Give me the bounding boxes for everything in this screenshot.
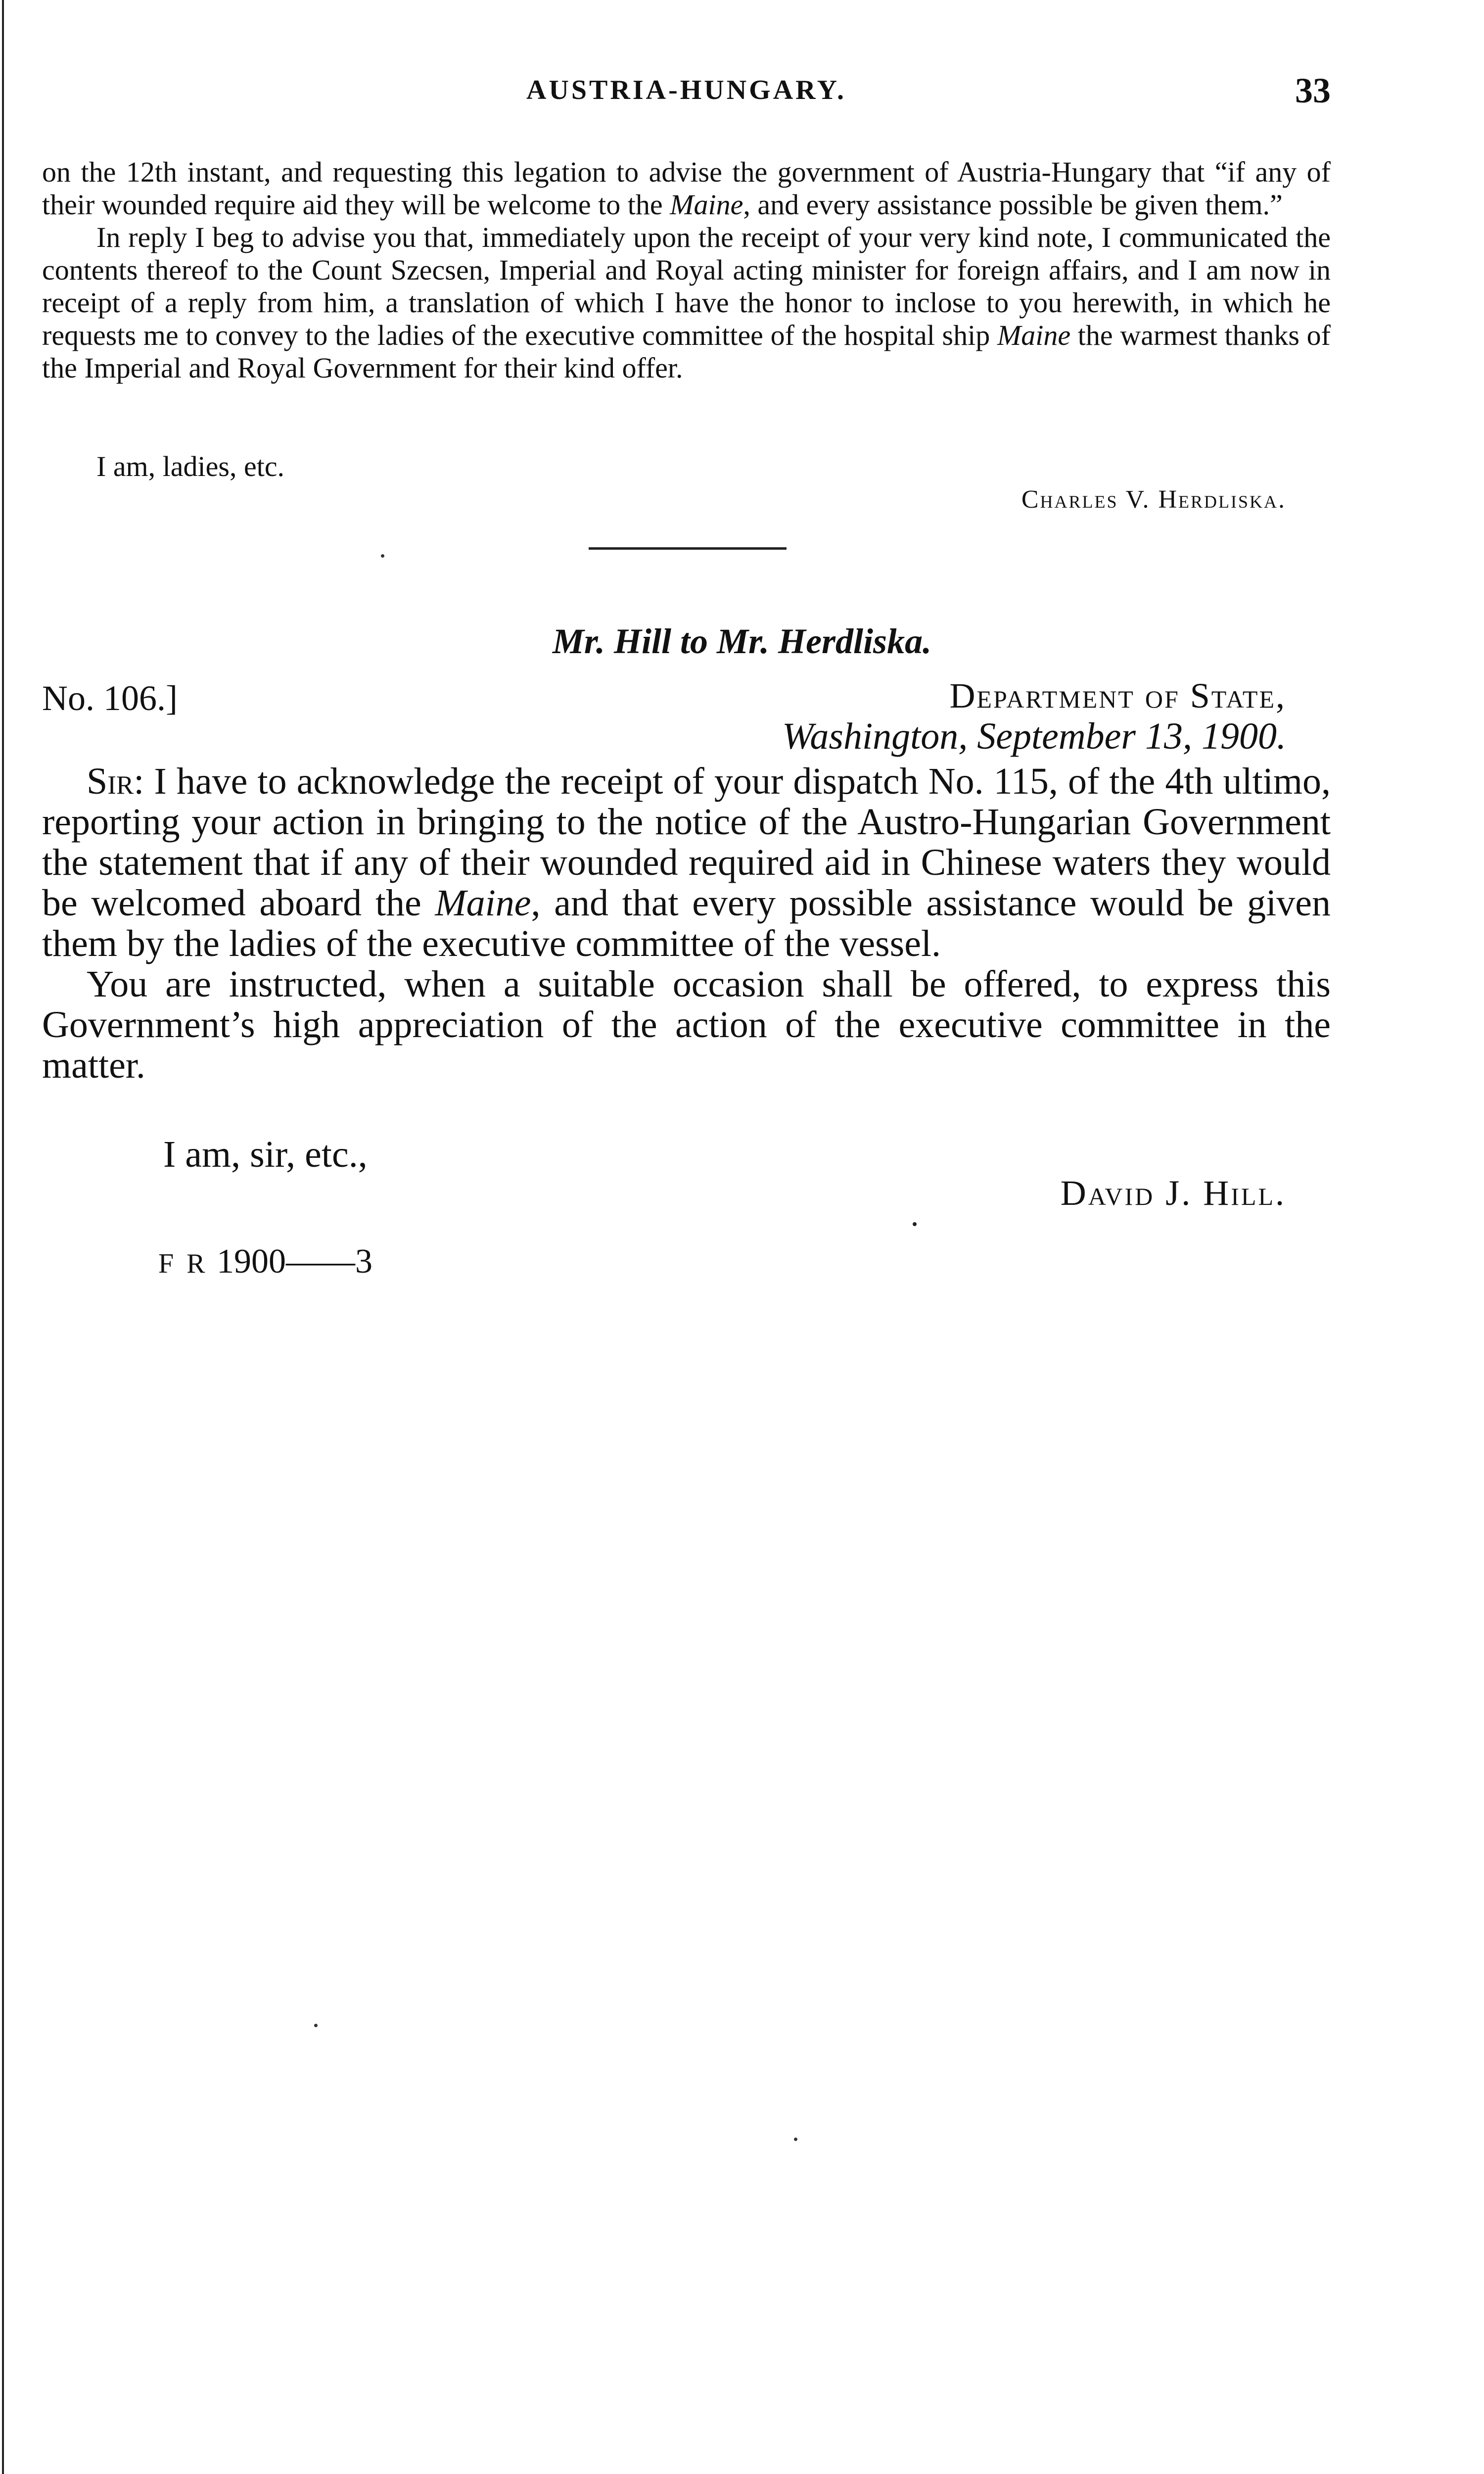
department-heading: Department of State, [949, 676, 1286, 715]
print-speck [314, 2024, 318, 2027]
page-header [42, 71, 1331, 119]
first-letter-paragraph-2-italic: Maine [997, 319, 1071, 351]
first-letter-paragraph-1-after: , and every assistance possible be given them.” [743, 189, 1283, 221]
page-edge-rule [2, 0, 4, 2474]
first-letter-closing: I am, ladies, etc. [96, 450, 285, 482]
printer-signature-mark [158, 1242, 372, 1282]
second-letter-paragraph-1-after: , and that every possible assistance would be given them by the ladies of the executive committee of the vessel. [42, 882, 1331, 964]
print-speck [381, 554, 384, 558]
first-letter-paragraph-1-before: on the 12th instant, and requesting this legation to advise the government of Austria-Hungary that “if any of their wounded require aid they will be welcome to the [42, 156, 1331, 221]
salutation: Sir [87, 761, 134, 802]
second-letter-body [42, 761, 1331, 1086]
second-letter-closing: I am, sir, etc., [163, 1134, 368, 1175]
first-letter-paragraph-2-after: the warmest thanks of the Imperial and Royal Government for their kind offer. [42, 319, 1331, 384]
section-separator [589, 547, 787, 550]
second-letter-signature: David J. Hill. [1060, 1173, 1286, 1213]
print-speck [794, 2138, 797, 2141]
second-letter-paragraph-2: You are instructed, when a suitable occasion shall be offered, to express this Government’s high appreciation of the action of the executive committee in the matter. [42, 963, 1331, 1086]
dateline: Washington, September 13, 1900. [782, 715, 1286, 757]
second-letter-paragraph-1 [42, 761, 1331, 964]
page-number: 33 [1295, 71, 1331, 110]
running-head: AUSTRIA-HUNGARY. [526, 75, 846, 105]
second-letter-paragraph-1-before: : I have to acknowledge the receipt of your dispatch No. 115, of the 4th ultimo, reporting your action in bringing to the notice of the Austro-Hungarian Government the statement that if any of their wounded required aid in Chinese waters they would be welcomed aboard the [42, 761, 1331, 924]
dispatch-number: No. 106.] [42, 678, 178, 718]
first-letter-paragraph-1-italic: Maine [670, 189, 743, 221]
first-letter-signature: Charles V. Herdliska. [1021, 485, 1286, 514]
printer-signature-letters: F R [158, 1248, 208, 1279]
first-letter-paragraph-2 [42, 221, 1331, 384]
ink-dot-mark [913, 1222, 917, 1226]
first-letter-paragraph-2-before: In reply I beg to advise you that, immediately upon the receipt of your very kind note, I communicated the contents thereof to the Count Szecsen, Imperial and Royal acting minister for foreign affairs, and I am now in receipt of a reply from him, a translation of which I have the honor to inclose to you herewith, in which he requests me to convey to the ladies of the executive committee of the hospital ship [42, 221, 1331, 351]
printer-signature-number: 1900——3 [217, 1242, 372, 1281]
second-letter-paragraph-1-italic: Maine [435, 882, 531, 924]
first-letter-paragraph-1 [42, 156, 1331, 221]
first-letter-body [42, 156, 1331, 384]
second-letter-title: Mr. Hill to Mr. Herdliska. [552, 621, 932, 661]
